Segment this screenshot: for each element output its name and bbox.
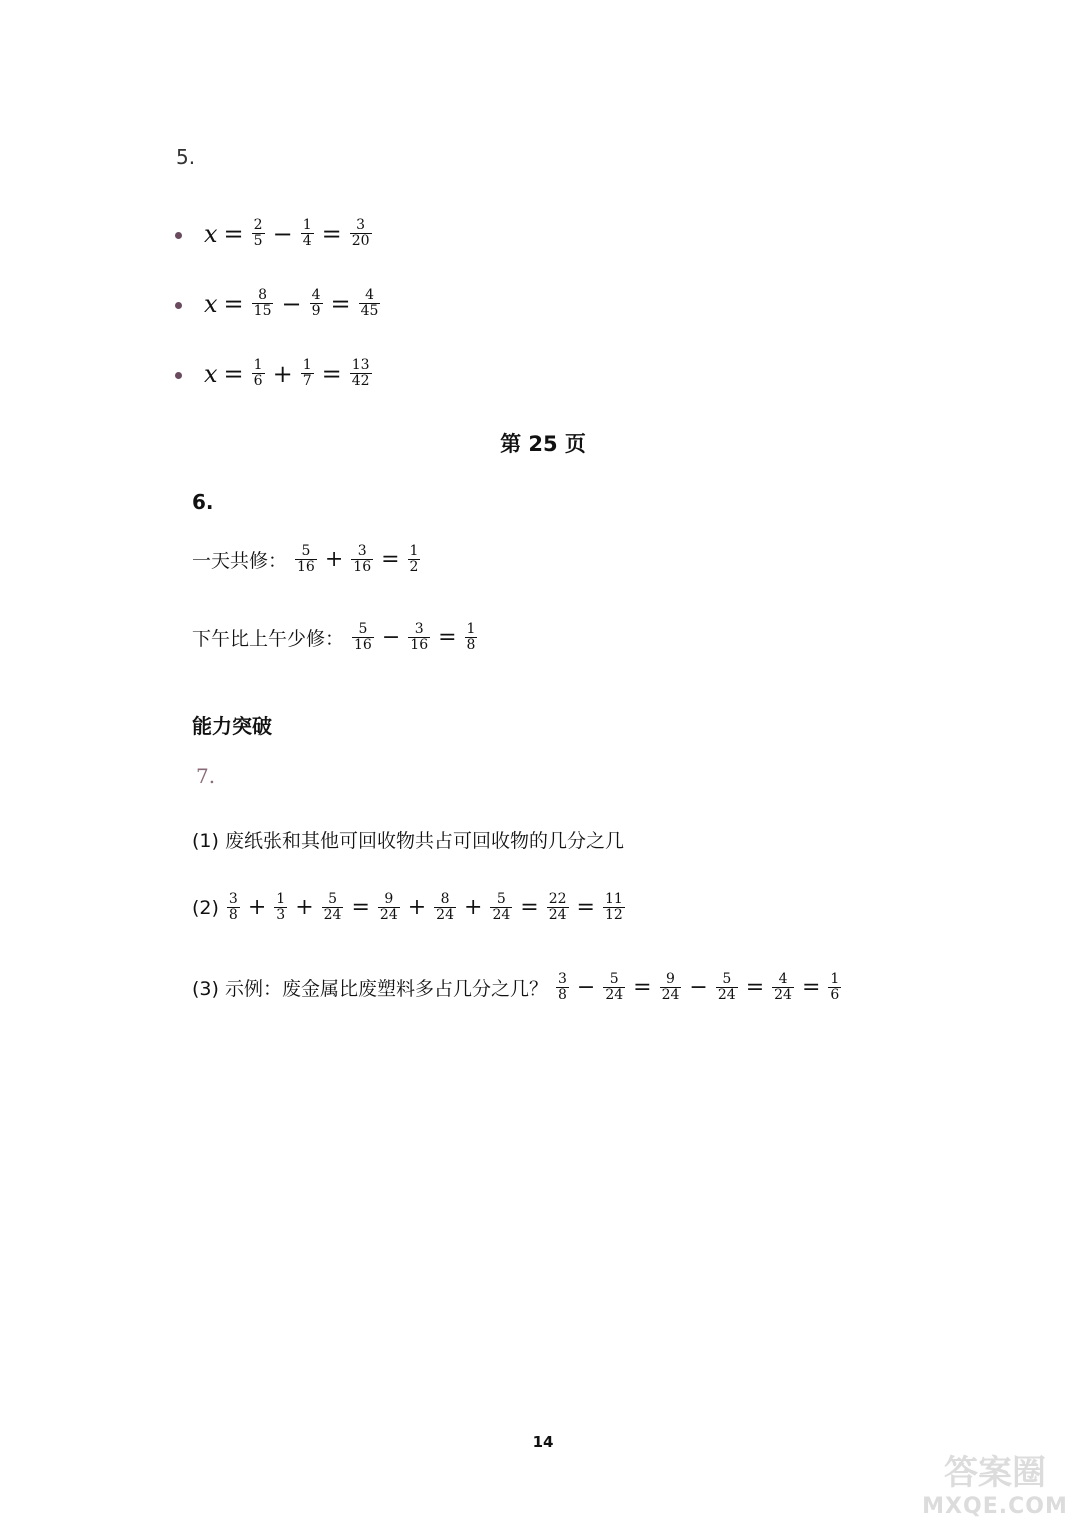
fraction [352,622,374,653]
q6-line-1 [192,544,422,575]
fraction-denominator: 16 [410,637,429,653]
fraction-numerator: 1 [409,543,419,559]
fraction [252,358,265,389]
question-6-number: 6. [192,490,214,514]
fraction-numerator: 13 [351,357,370,373]
operator: + [324,547,344,572]
q7-part-3-label: (3) 示例：废金属比废塑料多占几分之几？ [192,978,548,1000]
fraction [465,622,478,653]
fraction [378,892,400,923]
fraction-denominator: 20 [351,233,370,249]
variable-x: x [204,359,218,388]
operator: = [223,289,244,318]
fraction-denominator: 9 [311,303,321,319]
fraction-denominator: 45 [360,303,379,319]
fraction-numerator: 9 [384,891,394,907]
bullet [175,372,182,379]
fraction-denominator: 8 [466,637,476,653]
fraction-denominator: 7 [302,373,312,389]
fraction-denominator: 24 [661,987,680,1003]
fraction-numerator: 5 [722,971,732,987]
fraction-denominator: 16 [297,559,315,575]
fraction-denominator: 8 [228,907,238,923]
operator: = [745,975,765,1000]
fraction [351,544,373,575]
operator: = [351,895,370,920]
fraction-numerator: 1 [466,621,476,637]
fraction-numerator: 5 [496,891,506,907]
fraction-numerator: 1 [302,217,312,233]
q5-equation-2 [204,288,382,319]
fraction-numerator: 8 [258,287,268,303]
operator: − [272,219,293,248]
fraction [490,892,512,923]
operator: + [247,895,267,920]
fraction-numerator: 1 [830,971,840,987]
fraction-numerator: 11 [604,891,623,907]
watermark-url: MXQE.COM [922,1494,1068,1519]
q6-line-2-label: 下午比上午少修： [192,628,345,650]
fraction-numerator: 4 [311,287,321,303]
fraction-denominator: 24 [774,987,792,1003]
operator: − [576,975,596,1000]
fraction-denominator: 24 [605,987,624,1003]
operator: + [407,895,427,920]
fraction [828,972,841,1003]
fraction [322,892,344,923]
fraction-denominator: 42 [351,373,370,389]
q7-part-2 [192,892,627,923]
question-5-number: 5. [176,145,196,169]
page-number: 14 [532,1433,554,1451]
fraction-denominator: 2 [409,559,419,575]
operator: + [295,895,314,920]
q7-part-3-equation [554,972,843,1003]
q6-line-2-equation [350,622,479,653]
operator: = [801,975,821,1000]
fraction [434,892,456,923]
fraction [295,544,317,575]
operator: + [464,895,483,920]
page-heading: 第 25 页 [500,432,586,456]
fraction [350,218,372,249]
watermark-title: 答案圈 [944,1453,1046,1493]
bullet [175,232,182,239]
fraction-denominator: 16 [354,637,372,653]
fraction [556,972,569,1003]
operator: − [281,289,302,318]
fraction-numerator: 4 [778,971,788,987]
fraction [408,544,421,575]
operator: = [321,219,342,248]
operator: = [633,975,652,1000]
watermark-logo [910,1453,1080,1524]
fraction-denominator: 24 [436,907,454,923]
fraction-numerator: 22 [548,891,567,907]
operator: = [438,625,457,650]
q7-part-3 [192,972,843,1003]
fraction-numerator: 5 [609,971,619,987]
question-7-number: 7. [196,764,216,788]
fraction-denominator: 24 [548,907,567,923]
fraction [274,892,287,923]
fraction [227,892,240,923]
q6-line-1-equation [293,544,422,575]
operator: = [381,547,400,572]
operator: − [689,975,708,1000]
fraction [660,972,682,1003]
q7-part-2-equation [225,892,627,923]
fraction-numerator: 5 [358,621,368,637]
fraction [310,288,323,319]
fraction [252,218,265,249]
fraction-denominator: 15 [253,303,272,319]
fraction [603,892,625,923]
fraction [547,892,569,923]
operator: = [330,289,351,318]
fraction-numerator: 5 [328,891,338,907]
fraction-denominator: 24 [492,907,511,923]
fraction-denominator: 3 [276,907,286,923]
bullet [175,302,182,309]
fraction [301,358,314,389]
q7-part-1: (1) 废纸张和其他可回收物共占可回收物的几分之几 [192,830,624,852]
fraction-numerator: 3 [557,971,567,987]
operator: + [272,359,293,388]
fraction [350,358,372,389]
fraction-numerator: 3 [356,217,366,233]
fraction-denominator: 24 [379,907,398,923]
q6-line-1-label: 一天共修： [192,550,288,572]
fraction-numerator: 1 [302,357,312,373]
q6-line-2 [192,622,479,653]
operator: − [381,625,401,650]
q7-part-2-label: (2) [192,896,219,919]
fraction-numerator: 3 [228,891,238,907]
operator: = [576,895,595,920]
operator: = [321,359,342,388]
fraction-numerator: 2 [253,217,263,233]
q5-equation-3 [204,358,374,389]
fraction [252,288,274,319]
section-heading: 能力突破 [192,714,272,738]
variable-x: x [204,289,218,318]
fraction-denominator: 5 [253,233,263,249]
operator: = [223,219,244,248]
fraction-numerator: 5 [301,543,311,559]
fraction-denominator: 16 [353,559,372,575]
fraction-denominator: 6 [253,373,263,389]
fraction-numerator: 9 [666,971,675,987]
operator: = [520,895,539,920]
fraction [603,972,625,1003]
fraction-numerator: 1 [276,891,286,907]
fraction-denominator: 12 [604,907,623,923]
fraction-denominator: 4 [302,233,312,249]
fraction [408,622,430,653]
fraction-numerator: 3 [357,543,367,559]
variable-x: x [204,219,218,248]
fraction-denominator: 24 [323,907,342,923]
fraction-denominator: 6 [830,987,840,1003]
fraction [772,972,794,1003]
fraction-denominator: 24 [717,987,736,1003]
fraction-numerator: 1 [253,357,263,373]
fraction-denominator: 8 [557,987,567,1003]
q5-equation-1 [204,218,374,249]
fraction [301,218,314,249]
fraction [716,972,738,1003]
fraction-numerator: 4 [365,287,374,303]
fraction-numerator: 3 [414,621,424,637]
fraction-numerator: 8 [440,891,450,907]
fraction [359,288,381,319]
operator: = [223,359,244,388]
